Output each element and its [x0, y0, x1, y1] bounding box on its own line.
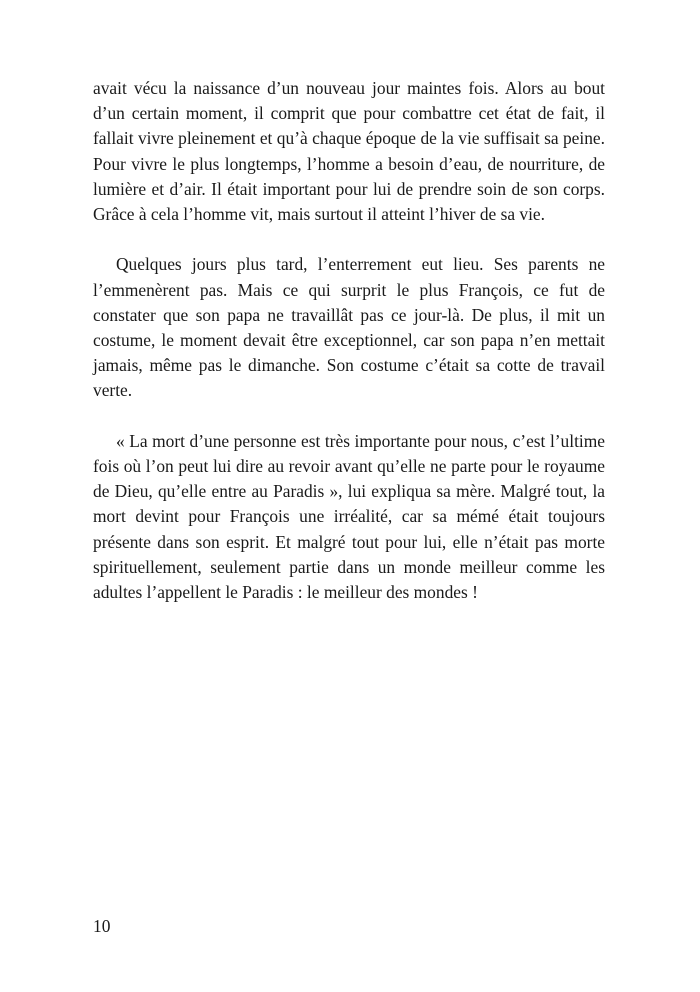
- paragraph-2: Quelques jours plus tard, l’enterrement eut lieu. Ses parents ne l’emmenèrent pas. Mais ce qui surprit le plus François, ce fut de constater que son papa ne travaillât pas ce jour-là. De plus, il mit un costume, le moment devait être exceptionnel, car son papa n’en mettait jamais, même pas le dimanche. Son costume c’était sa cotte de travail verte.: [93, 254, 605, 401]
- paragraph-3: « La mort d’une personne est très importante pour nous, c’est l’ultime fois où l’on peut lui dire au revoir avant qu’elle ne parte pour le royaume de Dieu, qu’elle entre au Paradis », lui expliqua sa mère. Malgré tout, la mort devint pour François une irréalité, car sa mémé était toujours présente dans son esprit. Et malgré tout pour lui, elle n’était pas morte spirituellement, seulement partie dans un monde meilleur comme les adultes l’appellent le Paradis : le meilleur des mondes !: [93, 430, 605, 603]
- body-text: [93, 76, 605, 605]
- page-number: 10: [93, 916, 111, 936]
- paragraph-1: avait vécu la naissance d’un nouveau jour maintes fois. Alors au bout d’un certain moment, il comprit que pour combattre cet état de fait, il fallait vivre pleinement et qu’à chaque époque de la vie suffisait sa peine. Pour vivre le plus longtemps, l’homme a besoin d’eau, de nourriture, de lumière et d’air. Il était important pour lui de prendre soin de son corps. Grâce à cela l’homme vit, mais surtout il atteint l’hiver de sa vie.: [93, 78, 605, 225]
